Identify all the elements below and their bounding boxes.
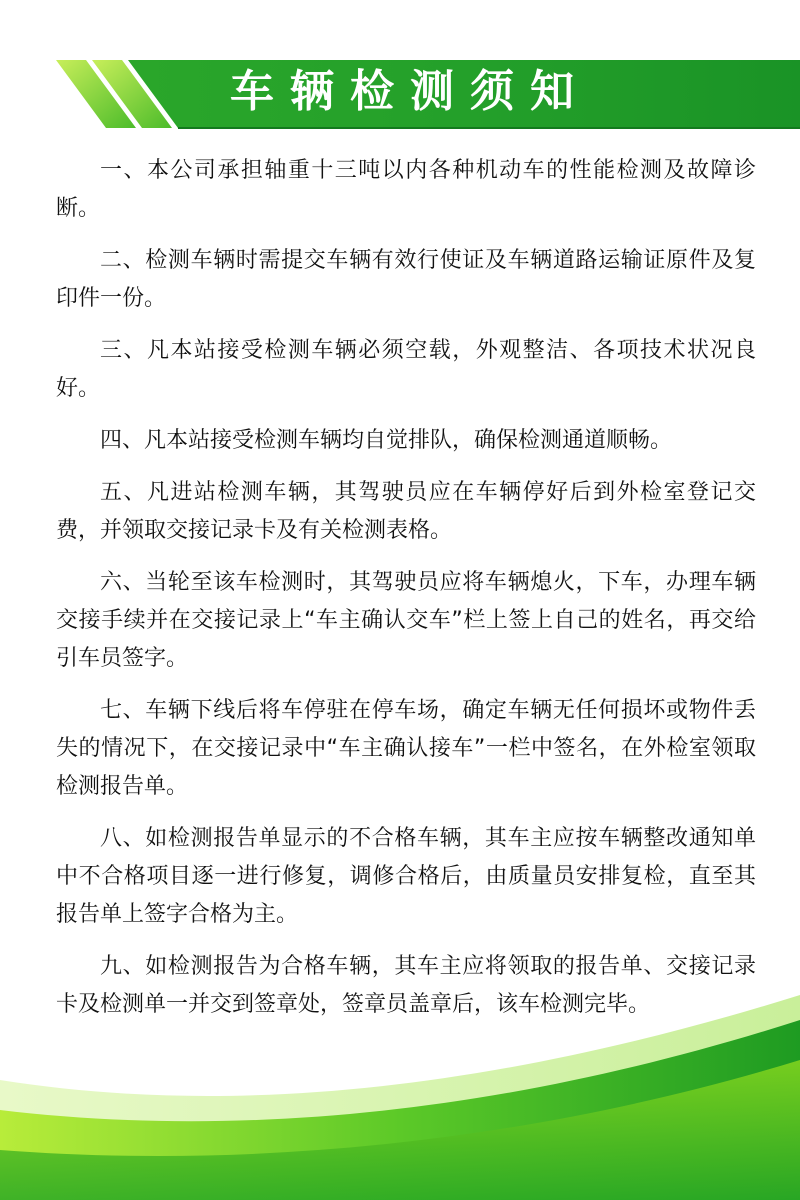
notice-item: 八、如检测报告单显示的不合格车辆，其车主应按车辆整改通知单中不合格项目逐一进行修复，调修合格后，由质量员安排复检，直至其报告单上签字合格为主。 — [56, 826, 756, 927]
notice-item: 三、凡本站接受检测车辆必须空载，外观整洁、各项技术状况良好。 — [56, 338, 756, 401]
notice-item: 六、当轮至该车检测时，其驾驶员应将车辆熄火，下车，办理车辆交接手续并在交接记录上“车主确认交车”栏上签上自己的姓名，再交给引车员签字。 — [56, 570, 756, 671]
page-title: 车辆检测须知 — [230, 66, 590, 117]
notice-body — [56, 152, 756, 1038]
notice-item: 七、车辆下线后将车停驻在停车场，确定车辆无任何损坏或物件丢失的情况下，在交接记录中“车主确认接车”一栏中签名，在外检室领取检测报告单。 — [56, 698, 756, 799]
notice-item: 五、凡进站检测车辆，其驾驶员应在车辆停好后到外检室登记交费，并领取交接记录卡及有关检测表格。 — [56, 480, 756, 543]
notice-item: 九、如检测报告为合格车辆，其车主应将领取的报告单、交接记录卡及检测单一并交到签章处，签章员盖章后，该车检测完毕。 — [56, 954, 756, 1017]
notice-item: 一、本公司承担轴重十三吨以内各种机动车的性能检测及故障诊断。 — [56, 158, 756, 221]
notice-item: 四、凡本站接受检测车辆均自觉排队，确保检测通道顺畅。 — [100, 428, 673, 453]
notice-item: 二、检测车辆时需提交车辆有效行使证及车辆道路运输证原件及复印件一份。 — [56, 248, 756, 311]
